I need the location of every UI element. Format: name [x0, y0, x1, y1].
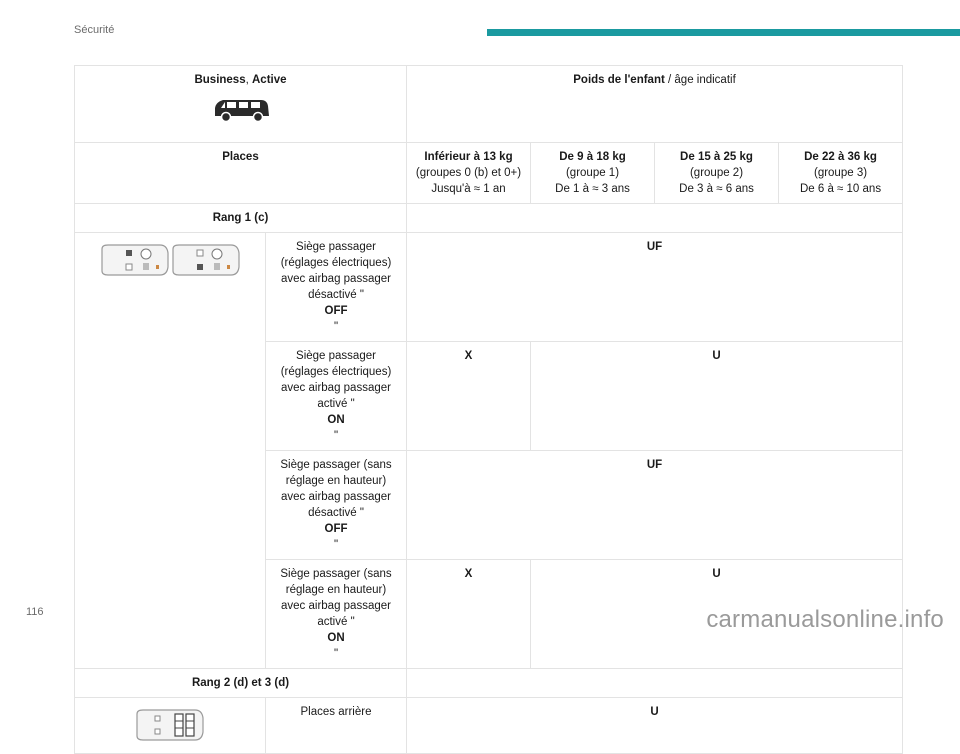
versions-active: Active: [252, 74, 287, 86]
table-header-row: [75, 66, 903, 143]
front-seats-cell: [75, 233, 266, 669]
seat-desc-2: Siège passager (sans réglage en hauteur) avec airbag passager désactivé " OFF ": [266, 451, 407, 560]
seat-value-3b: U: [531, 560, 903, 669]
weight-header-cell: Poids de l'enfant / âge indicatif: [407, 66, 903, 143]
versions-cell: Business, Active: [75, 66, 407, 143]
child-seat-table: [74, 65, 903, 754]
rear-seats-diagram-icon: [135, 708, 205, 742]
group-0-cell: Inférieur à 13 kg (groupes 0 (b) et 0+) Jusqu'à ≈ 1 an: [407, 143, 531, 204]
rear-places-label: Places arrière: [266, 698, 407, 754]
places-label: Places: [75, 143, 407, 204]
rear-value: U: [407, 698, 903, 754]
rang-23-label: Rang 2 (d) et 3 (d): [75, 669, 407, 698]
header-accent-bar: [487, 29, 960, 36]
seat-value-2: UF: [407, 451, 903, 560]
footer-watermark: carmanualsonline.info: [706, 606, 944, 633]
page-number: 116: [26, 606, 44, 618]
seat-value-3a: X: [407, 560, 531, 669]
places-row: [75, 143, 903, 204]
group-1-cell: De 9 à 18 kg (groupe 1) De 1 à ≈ 3 ans: [531, 143, 655, 204]
rang-1-row: [75, 204, 903, 233]
versions-business: Business: [194, 74, 246, 86]
rear-seats-cell: [75, 698, 266, 754]
seat-value-1a: X: [407, 342, 531, 451]
van-icon: [211, 96, 271, 124]
group-2-cell: De 15 à 25 kg (groupe 2) De 3 à ≈ 6 ans: [655, 143, 779, 204]
seat-value-0: UF: [407, 233, 903, 342]
rang-23-row: [75, 669, 903, 698]
seat-row: [75, 233, 903, 342]
seat-value-1b: U: [531, 342, 903, 451]
seat-desc-1: Siège passager (réglages électriques) avec airbag passager activé " ON ": [266, 342, 407, 451]
group-3-cell: De 22 à 36 kg (groupe 3) De 6 à ≈ 10 ans: [779, 143, 903, 204]
seat-desc-0: Siège passager (réglages électriques) avec airbag passager désactivé " OFF ": [266, 233, 407, 342]
section-title: Sécurité: [74, 24, 115, 36]
front-seats-diagram-icon: [100, 243, 240, 277]
seat-desc-3: Siège passager (sans réglage en hauteur) avec airbag passager activé " ON ": [266, 560, 407, 669]
rang-1-label: Rang 1 (c): [75, 204, 407, 233]
rear-row: [75, 698, 903, 754]
